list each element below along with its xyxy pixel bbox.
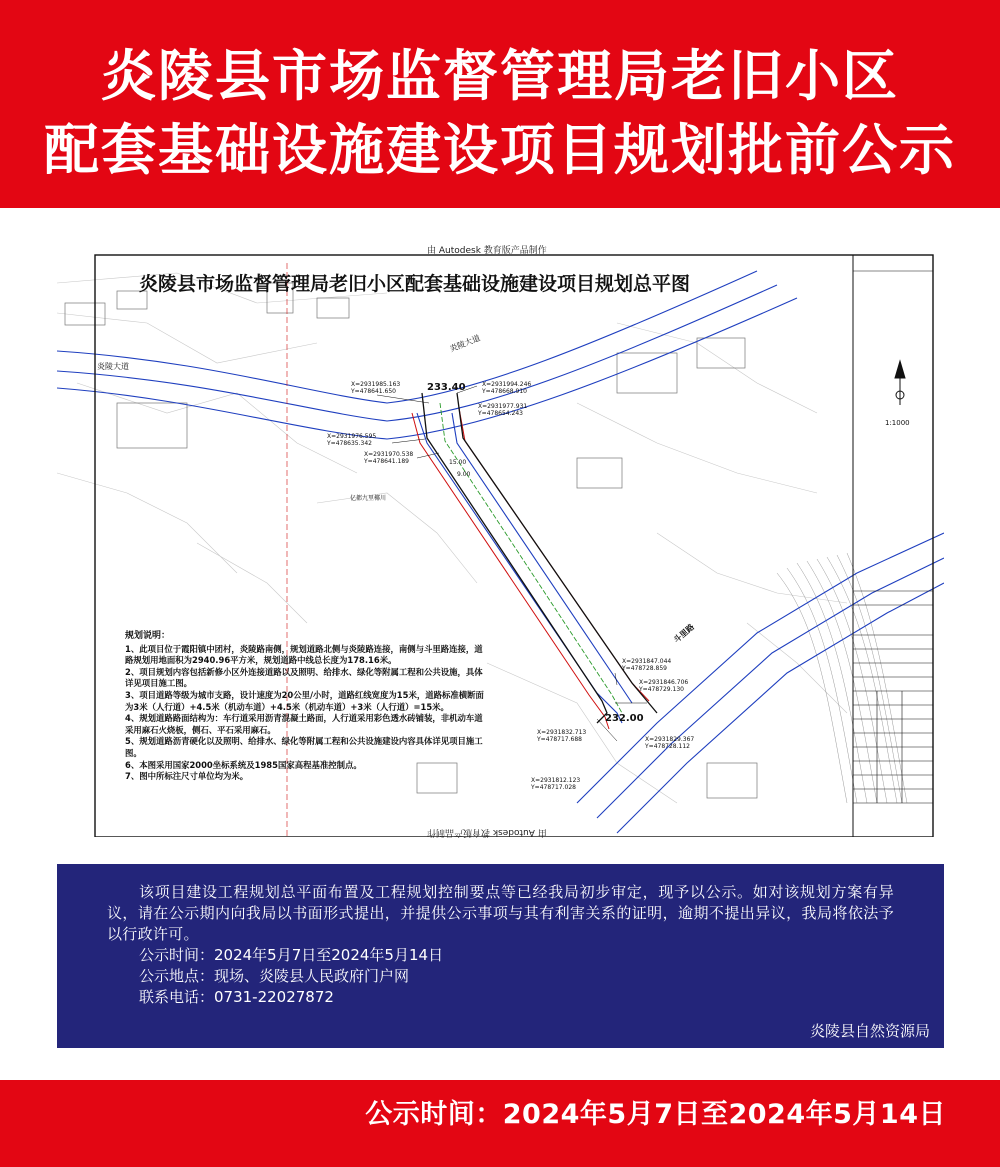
public-notice-box <box>57 864 944 1048</box>
road-label-main-west: 炎陵大道 <box>97 362 129 371</box>
notice-place: 公示地点：现场、炎陵县人民政府门户网 <box>139 967 410 985</box>
note-item: 4、规划道路路面结构为：车行道采用沥青混凝土路面，人行道采用彩色透水砖铺装，非机动车道采用麻石火烧板，侧石、平石采用麻石。 <box>125 713 483 735</box>
coord-point-2: X=2931994.246 Y=478668.910 <box>482 381 532 395</box>
scale-label: 1:1000 <box>885 419 910 427</box>
coord-point-1: X=2931985.163 Y=478641.650 <box>351 381 401 395</box>
elevation-south: 232.00 <box>605 713 644 724</box>
banner-title-line1: 炎陵县市场监督管理局老旧小区 <box>100 44 899 108</box>
bottom-banner <box>0 1080 1000 1167</box>
drawing-title: 炎陵县市场监督管理局老旧小区配套基础设施建设项目规划总平图 <box>139 273 691 295</box>
bottom-time-banner: 公示时间：2024年5月7日至2024年5月14日 <box>365 1099 946 1130</box>
coord-point-6: X=2931847.044 Y=478728.859 <box>622 658 672 672</box>
planning-notes <box>125 631 485 783</box>
coord-point-3: X=2931977.931 Y=478654.243 <box>478 403 528 417</box>
coord-point-7: X=2931846.706 Y=478729.130 <box>639 679 689 693</box>
north-arrow-icon <box>895 361 905 405</box>
site-label: 亿都九里椰川 <box>350 495 387 502</box>
note-item: 3、项目道路等级为城市支路，设计速度为20公里/小时，道路红线宽度为15米，道路标准横断面为3米（人行道）+4.5米（机动车道）+4.5米（机动车道）+3米（人行道）=15米。 <box>125 689 484 712</box>
notice-paragraph: 该项目建设工程规划总平面布置及工程规划控制要点等已经我局初步审定，现予以公示。如对该规划方案有异议，请在公示期内向我局以书面形式提出，并提供公示事项与其有利害关系的证明，逾期不提出异议，我局将依法予以行政许可。 <box>107 883 894 943</box>
note-item: 5、规划道路沥青硬化以及照明、给排水、绿化等附属工程和公共设施建设内容具体详见项目施工图。 <box>125 736 483 758</box>
drawing-watermark-bottom: 由 Autodesk 教育版产品制作 <box>427 827 547 837</box>
road-label-douli: 斗里路 <box>671 622 697 645</box>
planning-drawing <box>57 243 944 837</box>
road-width-redline: 15.00 <box>449 459 467 466</box>
note-item: 1、此项目位于霞阳镇中团村，炎陵路南侧，规划道路北侧与炎陵路连接，南侧与斗里路连接，道路规划用地面积为2940.96平方米，规划道路中线总长度为178.16米。 <box>125 643 483 666</box>
drawing-watermark-top: 由 Autodesk 教育版产品制作 <box>427 246 547 256</box>
coord-point-5: X=2931970.538 Y=478641.189 <box>364 451 414 465</box>
notice-signature: 炎陵县自然资源局 <box>809 1022 930 1040</box>
notice-phone: 联系电话：0731-22027872 <box>139 988 334 1006</box>
top-banner <box>0 0 1000 208</box>
notes-heading: 规划说明： <box>125 631 171 641</box>
coord-point-4: X=2931976.595 Y=478635.342 <box>327 433 377 447</box>
notice-time: 公示时间：2024年5月7日至2024年5月14日 <box>139 946 444 964</box>
elevation-north: 233.40 <box>427 382 466 393</box>
coord-point-10: X=2931812.123 Y=478717.028 <box>531 777 581 791</box>
banner-title-line2: 配套基础设施建设项目规划批前公示 <box>43 118 956 182</box>
road-width-carriageway: 9.00 <box>457 471 471 478</box>
note-item: 2、项目规划内容包括新修小区外连接道路以及照明、给排水、绿化等附属工程和公共设施，具体详见项目施工图。 <box>125 666 483 689</box>
coord-point-8: X=2931832.713 Y=478717.688 <box>537 729 587 743</box>
note-item: 7、图中所标注尺寸单位均为米。 <box>125 771 249 782</box>
note-item: 6、本图采用国家2000坐标系统及1985国家高程基准控制点。 <box>125 759 362 770</box>
coord-point-9: X=2931829.367 Y=478728.112 <box>645 736 695 750</box>
road-label-main-east: 炎陵大道 <box>448 333 482 354</box>
